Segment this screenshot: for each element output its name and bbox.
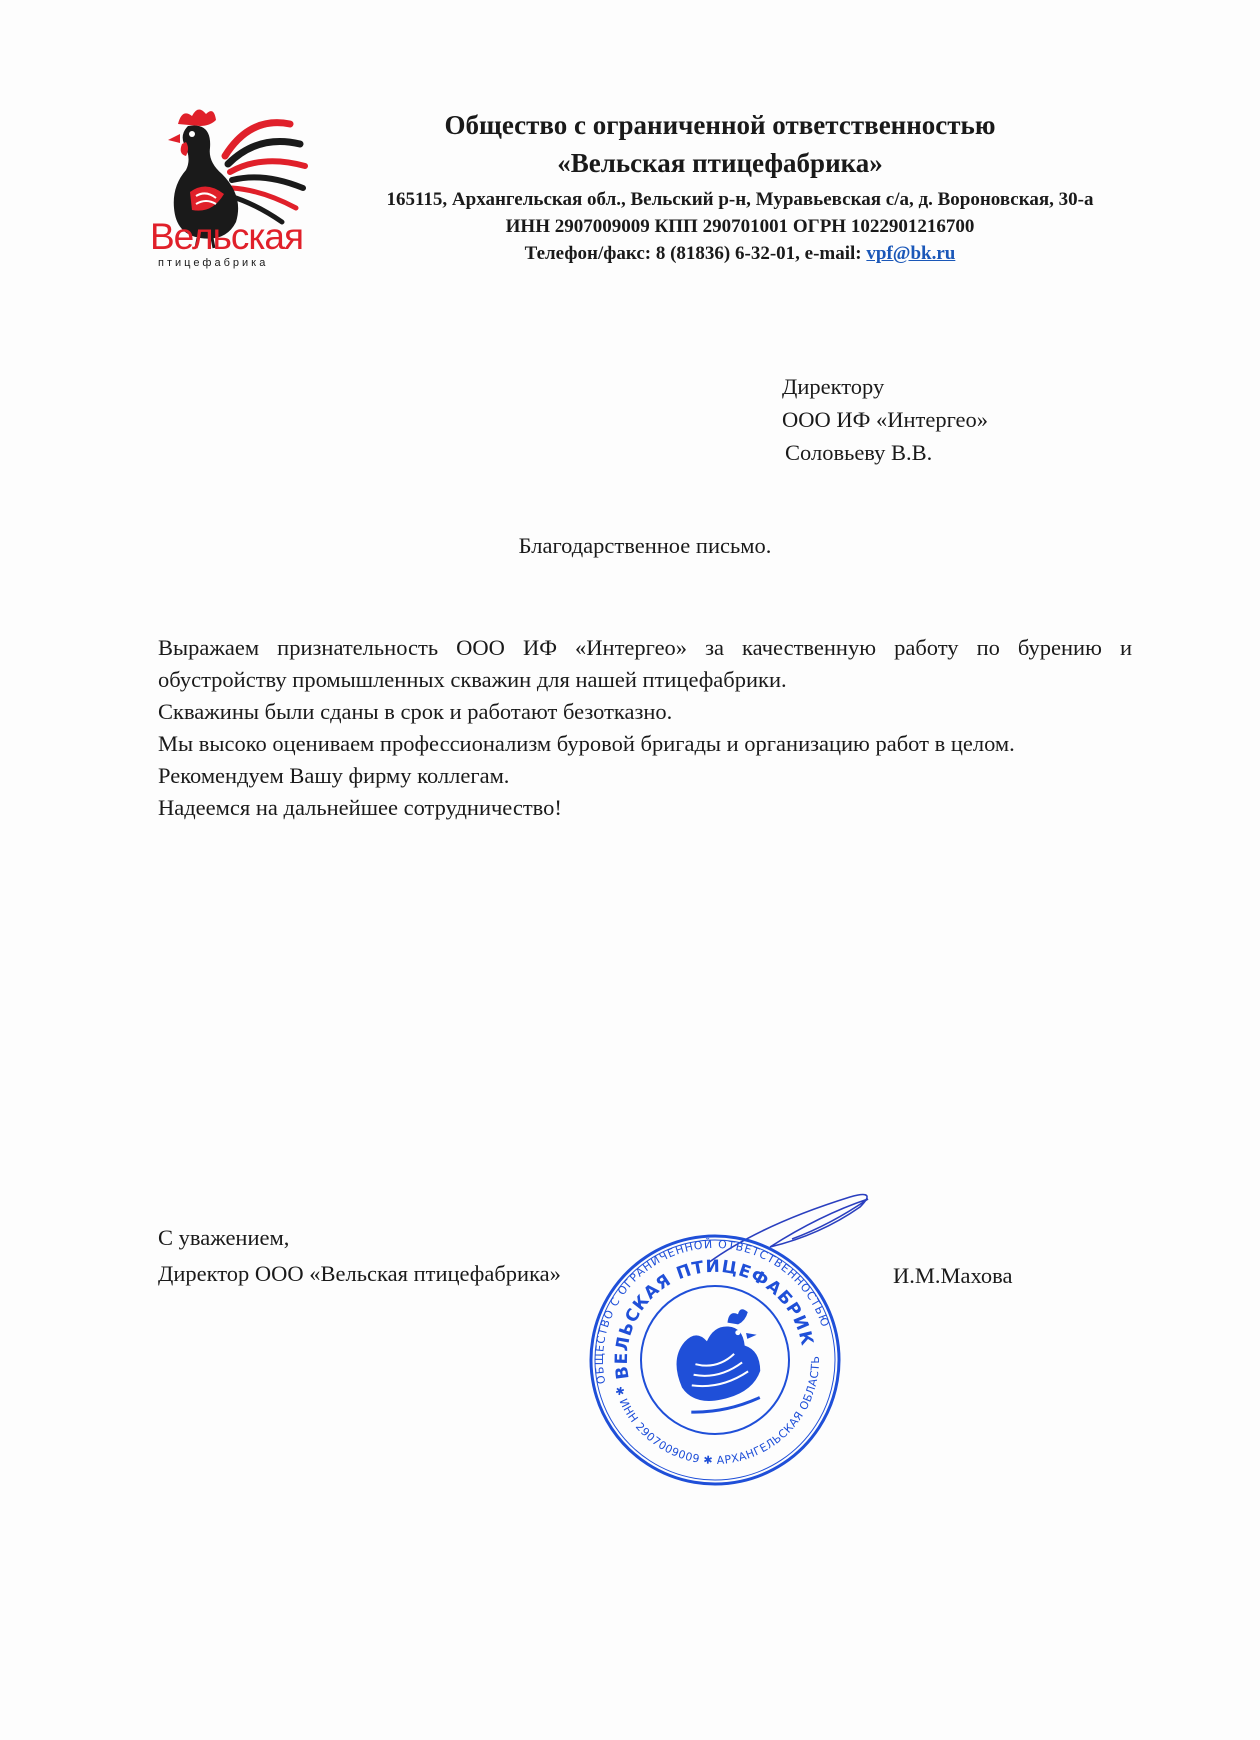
body-line: Мы высоко оцениваем профессионализм буровой бригады и организацию работ в целом. — [158, 731, 1015, 756]
company-stamp — [560, 1230, 845, 1490]
company-logo — [140, 96, 315, 271]
signatory-position: Директор ООО «Вельская птицефабрика» — [158, 1261, 561, 1286]
addressee-position: Директору — [782, 374, 885, 399]
body-line: Рекомендуем Вашу фирму коллегам. — [158, 763, 510, 788]
closing: С уважением, — [158, 1225, 290, 1250]
email-link[interactable]: vpf@bk.ru — [866, 243, 956, 264]
contacts-label: Телефон/факс: 8 (81836) 6-32-01, e-mail: — [524, 243, 867, 264]
addressee-company: ООО ИФ «Интергео» — [782, 407, 989, 432]
letter-body — [158, 632, 1132, 824]
body-line: Выражаем признательность ООО ИФ «Интергео» за качественную работу по бурению и — [158, 635, 1132, 660]
stamp-outer-text: ОБЩЕСТВО С ОГРАНИЧЕННОЙ ОТВЕТСТВЕННОСТЬЮ — [592, 1237, 833, 1386]
org-registration: ИНН 2907009009 КПП 290701001 ОГРН 1022901216700 — [505, 216, 975, 237]
letter-title: Благодарственное письмо. — [518, 533, 772, 558]
org-contacts — [340, 243, 1140, 265]
logo-tagline: птицефабрика — [158, 257, 269, 269]
round-seal — [561, 1206, 869, 1514]
org-name-line2: «Вельская птицефабрика» — [557, 148, 883, 178]
body-line: Надеемся на дальнейшее сотрудничество! — [158, 795, 562, 820]
addressee-block — [782, 370, 988, 469]
stamp-inner-text: ВЕЛЬСКАЯ ПТИЦЕФАБРИКА — [560, 1243, 817, 1381]
org-address: 165115, Архангельская обл., Вельский р-н, Муравьевская с/а, д. Вороновская, 30-а — [386, 189, 1094, 210]
body-line: Скважины были сданы в срок и работают безотказно. — [158, 699, 673, 724]
logo-brand: Вельская — [150, 216, 304, 257]
org-name-line1: Общество с ограниченной ответственностью — [444, 110, 996, 140]
signatory-name: И.М.Махова — [893, 1263, 1013, 1288]
stamp-bottom-text: ✱ ИНН 2907009009 ✱ АРХАНГЕЛЬСКАЯ ОБЛАСТЬ — [611, 1355, 823, 1468]
body-line: обустройству промышленных скважин для нашей птицефабрики. — [158, 667, 787, 692]
hen-stamp-icon — [667, 1307, 770, 1417]
addressee-name: Соловьеву В.В. — [785, 440, 933, 465]
